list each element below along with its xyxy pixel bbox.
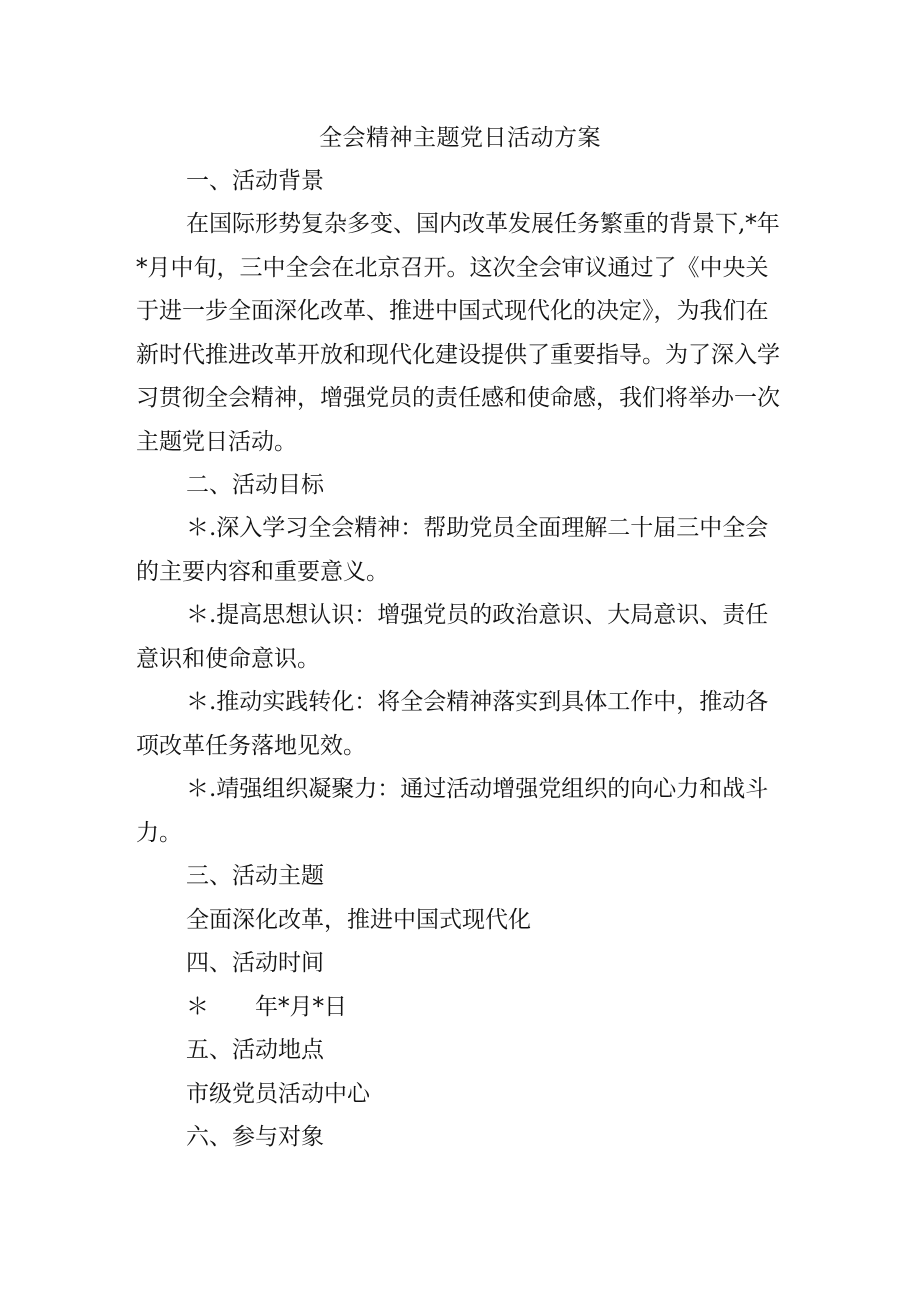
- section-text: 市级党员活动中心: [186, 1081, 370, 1107]
- paragraph-line: 新时代推进改革开放和现代化建设提供了重要指导。为了深入学: [136, 342, 780, 368]
- section-heading: 四、活动时间: [186, 950, 324, 976]
- date-text: 年*月*日: [255, 994, 347, 1020]
- list-item-line: 意识和使命意识。: [136, 646, 320, 672]
- list-item-line: ＊.提高思想认识：增强党员的政治意识、大局意识、责任: [186, 602, 769, 628]
- section-heading: 二、活动目标: [186, 472, 324, 498]
- list-item-line: ＊.靖强组织凝聚力：通过活动增强党组织的向心力和战斗: [186, 776, 769, 802]
- section-heading: 三、活动主题: [186, 863, 324, 889]
- paragraph-line: 习贯彻全会精神，增强党员的责任感和使命感，我们将举办一次: [136, 385, 780, 411]
- list-item-line: 项改革任务落地见效。: [136, 733, 366, 759]
- section-heading: 六、参与对象: [186, 1124, 324, 1150]
- paragraph-line: *月中旬，三中全会在北京召开。这次全会审议通过了《中央关: [136, 255, 769, 281]
- section-heading: 五、活动地点: [186, 1037, 324, 1063]
- list-item-line: ＊.推动实践转化：将全会精神落实到具体工作中，推动各: [186, 689, 769, 715]
- paragraph-line: 主题党日活动。: [136, 429, 297, 455]
- paragraph-line: 在国际形势复杂多变、国内改革发展任务繁重的背景下,*年: [186, 211, 780, 237]
- list-item-line: 的主要内容和重要意义。: [136, 559, 389, 585]
- activity-date: [186, 991, 846, 1023]
- list-item-line: ＊.深入学习全会精神：帮助党员全面理解二十届三中全会: [186, 515, 769, 541]
- section-text: 全面深化改革，推进中国式现代化: [186, 907, 531, 933]
- date-star: ＊: [186, 994, 209, 1020]
- document-title: 全会精神主题党日活动方案: [319, 125, 601, 151]
- list-item-line: 力。: [136, 820, 182, 846]
- paragraph-line: 于进一步全面深化改革、推进中国式现代化的决定》，为我们在: [136, 298, 769, 324]
- section-heading: 一、活动背景: [186, 168, 324, 194]
